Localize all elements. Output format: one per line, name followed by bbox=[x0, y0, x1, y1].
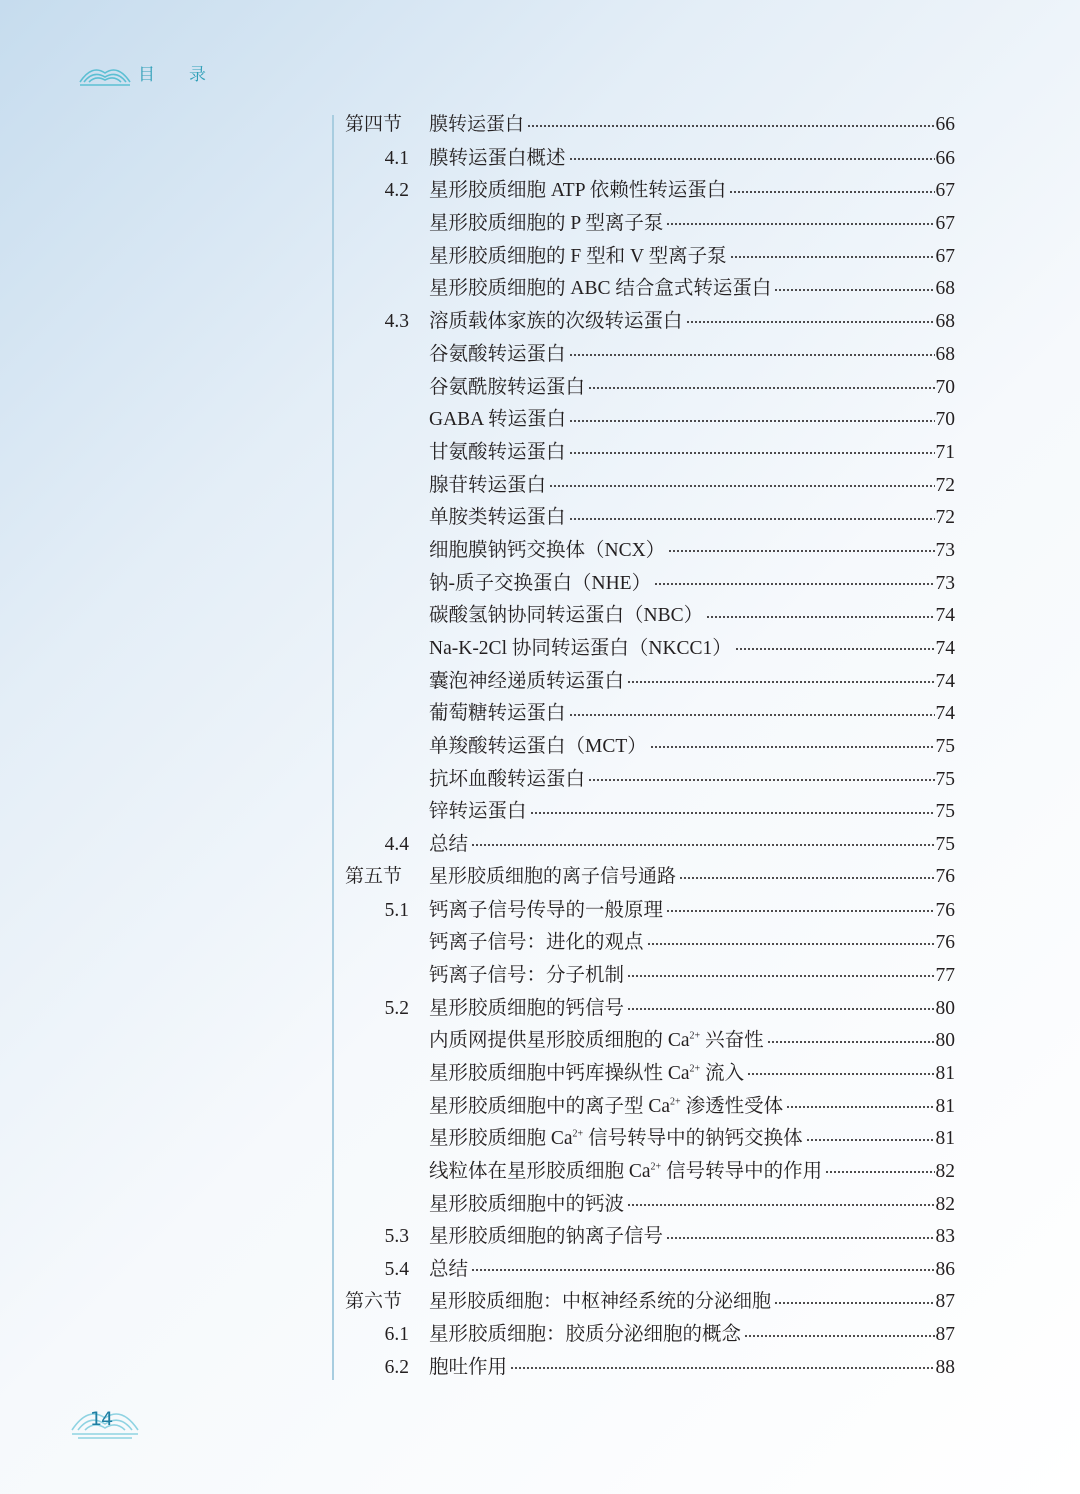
dot-leader bbox=[569, 714, 935, 716]
toc-entry-title-text: 星形胶质细胞的 F 型和 V 型离子泵 bbox=[429, 245, 727, 267]
dot-leader bbox=[569, 452, 935, 454]
dot-leader bbox=[471, 1269, 934, 1271]
toc-entry-page: 72 bbox=[935, 507, 955, 529]
toc-entry-page: 76 bbox=[935, 865, 955, 887]
toc-entry-title bbox=[429, 534, 665, 562]
toc-entry[interactable] bbox=[345, 992, 955, 1025]
toc-entry-title-text: 囊泡神经递质转运蛋白 bbox=[429, 670, 625, 692]
dot-leader bbox=[650, 746, 935, 748]
toc-entry-title-text: 星形胶质细胞的 P 型离子泵 bbox=[429, 213, 664, 235]
toc-entry[interactable] bbox=[345, 959, 955, 992]
toc-entry-title-text: 星形胶质细胞中的钙波 bbox=[429, 1193, 625, 1215]
toc-entry-title-text: 锌转运蛋白 bbox=[429, 801, 527, 823]
toc-entry[interactable] bbox=[345, 567, 955, 600]
toc-entry-page: 67 bbox=[935, 180, 955, 202]
toc-entry-title bbox=[429, 992, 624, 1020]
toc-entry[interactable] bbox=[345, 1090, 955, 1123]
toc-entry-number: 4.4 bbox=[384, 834, 409, 856]
superscript: 2+ bbox=[650, 1161, 662, 1173]
toc-entry[interactable] bbox=[345, 469, 955, 502]
toc-entry[interactable] bbox=[345, 207, 955, 240]
toc-entry-title-text: 腺苷转运蛋白 bbox=[429, 474, 547, 496]
dot-leader bbox=[527, 125, 934, 127]
toc-entry-page: 87 bbox=[935, 1324, 955, 1346]
toc-entry-title-text: Na-K-2Cl 协同转运蛋白（NKCC1） bbox=[429, 638, 732, 659]
toc-entry-title-text: 碳酸氢钠协同转运蛋白（NBC） bbox=[429, 605, 704, 627]
toc-entry-title bbox=[429, 142, 566, 170]
toc-entry-title bbox=[429, 207, 663, 235]
toc-entry-title bbox=[429, 109, 524, 136]
toc-entry-page: 86 bbox=[935, 1259, 955, 1281]
toc-entry-title bbox=[429, 403, 566, 431]
dot-leader bbox=[668, 550, 934, 552]
toc-entry-page: 81 bbox=[935, 1128, 955, 1150]
toc-entry-page: 74 bbox=[935, 605, 955, 627]
toc-entry-page: 74 bbox=[935, 670, 955, 692]
dot-leader bbox=[729, 191, 934, 193]
toc-entry-title-text: 星形胶质细胞的钙信号 bbox=[429, 997, 625, 1019]
toc-entry-title bbox=[429, 828, 468, 856]
dot-leader bbox=[530, 812, 935, 814]
toc-entry-title-text: 膜转运蛋白 bbox=[429, 113, 525, 135]
toc-entry-page: 71 bbox=[935, 441, 955, 463]
toc-entry-title-text: 谷氨酸转运蛋白 bbox=[429, 343, 566, 365]
toc-entry-title bbox=[429, 959, 624, 987]
dot-leader bbox=[627, 975, 934, 977]
dot-leader bbox=[806, 1139, 935, 1141]
toc-entry-title-text: 星形胶质细胞：中枢神经系统的分泌细胞 bbox=[429, 1289, 772, 1312]
toc-entry-title bbox=[429, 436, 566, 464]
toc-entry[interactable] bbox=[345, 338, 955, 371]
dot-leader bbox=[549, 485, 934, 487]
toc-entry-page: 74 bbox=[935, 703, 955, 725]
toc-entry[interactable] bbox=[345, 763, 955, 796]
toc-entry-page: 74 bbox=[935, 638, 955, 659]
toc-entry-page: 67 bbox=[935, 245, 955, 267]
toc-entry-title-text: 内质网提供星形胶质细胞的 Ca bbox=[429, 1030, 690, 1052]
toc-entry-page: 66 bbox=[935, 147, 955, 169]
toc-entry[interactable] bbox=[345, 861, 955, 894]
dot-leader bbox=[588, 387, 934, 389]
toc-entry-title-rest: 兴奋性 bbox=[700, 1030, 764, 1052]
toc-entry[interactable] bbox=[345, 894, 955, 927]
toc-entry[interactable] bbox=[345, 403, 955, 436]
toc-entry-title-text: 膜转运蛋白概述 bbox=[429, 147, 566, 169]
header-title: 目录 bbox=[138, 65, 240, 85]
toc-entry[interactable] bbox=[345, 142, 955, 175]
superscript: 2+ bbox=[572, 1128, 584, 1140]
toc-entry-number: 5.1 bbox=[384, 899, 409, 921]
toc-entry-page: 82 bbox=[935, 1161, 955, 1182]
toc-entry[interactable] bbox=[345, 926, 955, 959]
toc-entry[interactable] bbox=[345, 1253, 955, 1286]
toc-entry-title bbox=[429, 1318, 741, 1346]
toc-entry-title-text: 钙离子信号：分子机制 bbox=[429, 964, 625, 986]
toc-entry-title bbox=[429, 1188, 624, 1216]
dot-leader bbox=[627, 681, 934, 683]
toc-entry-page: 80 bbox=[935, 997, 955, 1019]
toc-entry[interactable] bbox=[345, 534, 955, 567]
toc-entry[interactable] bbox=[345, 174, 955, 207]
toc-entry-title-rest: 信号转导中的作用 bbox=[661, 1161, 823, 1182]
toc-entry[interactable] bbox=[345, 272, 955, 305]
toc-entry-title-text: 星形胶质细胞 ATP 依赖性转运蛋白 bbox=[429, 180, 727, 202]
toc-entry-page: 67 bbox=[935, 213, 955, 235]
toc-entry-title bbox=[429, 632, 732, 660]
toc-entry-number: 4.1 bbox=[384, 147, 409, 169]
toc-entry-page: 83 bbox=[935, 1226, 955, 1248]
toc-entry-page: 76 bbox=[935, 932, 955, 954]
toc-entry-title-text: 钠-质子交换蛋白（NHE） bbox=[429, 572, 652, 594]
toc-entry-number: 5.3 bbox=[384, 1226, 409, 1248]
toc-entry-title bbox=[429, 599, 703, 627]
toc-entry-title bbox=[429, 763, 585, 791]
toc-entry-title-text: 抗坏血酸转运蛋白 bbox=[429, 768, 586, 790]
toc-entry-title bbox=[429, 697, 566, 725]
page-number: 14 bbox=[90, 1408, 113, 1430]
toc-entry-title-text: 线粒体在星形胶质细胞 Ca bbox=[429, 1161, 651, 1182]
toc-entry-number: 5.4 bbox=[384, 1259, 409, 1281]
toc-entry[interactable] bbox=[345, 240, 955, 273]
dot-leader bbox=[666, 1237, 934, 1239]
toc-entry[interactable] bbox=[345, 1188, 955, 1221]
toc-entry[interactable] bbox=[345, 371, 955, 404]
toc-entry-title-text: 细胞膜钠钙交换体（NCX） bbox=[429, 539, 666, 561]
toc-entry-number: 4.3 bbox=[384, 311, 409, 333]
superscript: 2+ bbox=[689, 1030, 701, 1042]
dot-leader bbox=[744, 1335, 934, 1337]
toc-entry-title-text: 星形胶质细胞的离子信号通路 bbox=[429, 864, 677, 887]
dot-leader bbox=[569, 420, 934, 422]
superscript: 2+ bbox=[670, 1096, 681, 1108]
toc-entry-title-text: 星形胶质细胞中钙库操纵性 Ca bbox=[429, 1062, 690, 1084]
toc-entry[interactable] bbox=[345, 632, 955, 665]
toc-entry-page: 77 bbox=[935, 964, 955, 986]
toc-entry[interactable] bbox=[345, 436, 955, 469]
toc-entry-page: 80 bbox=[935, 1030, 955, 1052]
toc-entry-number: 4.2 bbox=[384, 180, 409, 202]
toc-entry-title bbox=[429, 926, 644, 954]
toc-entry-page: 75 bbox=[935, 768, 955, 790]
toc-entry-title-text: 总结 bbox=[429, 1259, 469, 1281]
toc-entry-title bbox=[429, 305, 683, 333]
toc-entry-title bbox=[429, 730, 647, 758]
toc-entry-title-rest: 信号转导中的钠钙交换体 bbox=[583, 1128, 803, 1150]
toc-entry[interactable] bbox=[345, 109, 955, 142]
toc-entry[interactable] bbox=[345, 1318, 955, 1351]
toc-entry-page: 75 bbox=[935, 834, 955, 856]
toc-entry-title bbox=[429, 894, 663, 922]
toc-entry-title bbox=[429, 240, 727, 268]
toc-entry[interactable] bbox=[345, 665, 955, 698]
superscript: 2+ bbox=[689, 1063, 701, 1075]
toc-entry-page: 70 bbox=[935, 376, 955, 398]
toc-entry-title bbox=[429, 469, 546, 497]
toc-entry-page: 72 bbox=[935, 474, 955, 496]
toc-entry-title bbox=[429, 861, 676, 888]
dot-leader bbox=[706, 616, 934, 618]
toc-entry[interactable] bbox=[345, 1057, 955, 1090]
toc-entry-title-text: 单羧酸转运蛋白（MCT） bbox=[429, 736, 647, 758]
table-of-contents bbox=[345, 109, 955, 1384]
toc-entry[interactable] bbox=[345, 1122, 955, 1155]
toc-entry[interactable] bbox=[345, 1351, 955, 1384]
toc-entry-title bbox=[429, 1122, 803, 1150]
dot-leader bbox=[510, 1367, 934, 1369]
page-header bbox=[78, 60, 240, 90]
toc-entry-title bbox=[429, 1286, 771, 1313]
toc-entry[interactable] bbox=[345, 697, 955, 730]
toc-entry-title-text: 甘氨酸转运蛋白 bbox=[429, 441, 566, 463]
toc-entry-title bbox=[429, 665, 624, 693]
toc-entry-title bbox=[429, 1090, 783, 1118]
toc-entry-title-text: 胞吐作用 bbox=[429, 1357, 508, 1379]
toc-entry-title bbox=[429, 1024, 764, 1052]
toc-entry-title-text: 星形胶质细胞的 ABC 结合盒式转运蛋白 bbox=[429, 278, 772, 300]
toc-entry[interactable] bbox=[345, 501, 955, 534]
toc-entry-title bbox=[429, 567, 651, 595]
dot-leader bbox=[471, 844, 934, 846]
toc-entry-title-rest: 渗透性受体 bbox=[680, 1095, 784, 1117]
toc-entry-page: 66 bbox=[935, 114, 955, 135]
dot-leader bbox=[666, 223, 934, 225]
toc-entry[interactable] bbox=[345, 305, 955, 338]
toc-entry-page: 70 bbox=[935, 409, 955, 431]
toc-entry-page: 87 bbox=[935, 1290, 955, 1312]
dot-leader bbox=[627, 1204, 934, 1206]
toc-entry-page: 76 bbox=[935, 899, 955, 921]
toc-entry-title-rest: 流入 bbox=[700, 1062, 745, 1084]
toc-entry-title-text: 谷氨酰胺转运蛋白 bbox=[429, 376, 586, 398]
dot-leader bbox=[569, 354, 935, 356]
dot-leader bbox=[786, 1106, 934, 1108]
toc-entry-number: 6.2 bbox=[384, 1357, 409, 1379]
vertical-divider bbox=[332, 115, 334, 1380]
toc-entry-title bbox=[429, 1155, 822, 1183]
dot-leader bbox=[654, 583, 934, 585]
toc-entry-number: 第五节 bbox=[345, 864, 403, 887]
dot-leader bbox=[774, 289, 934, 291]
toc-entry-title-text: 葡萄糖转运蛋白 bbox=[429, 703, 566, 725]
dot-leader bbox=[588, 779, 934, 781]
dot-leader bbox=[825, 1171, 934, 1173]
toc-entry-title-text: GABA 转运蛋白 bbox=[429, 409, 567, 431]
dot-leader bbox=[569, 158, 935, 160]
dot-leader bbox=[767, 1041, 935, 1043]
toc-entry-number: 第四节 bbox=[345, 113, 403, 135]
dot-leader bbox=[686, 321, 935, 323]
toc-entry-page: 68 bbox=[935, 278, 955, 300]
toc-entry-title bbox=[429, 338, 566, 366]
toc-entry[interactable] bbox=[345, 1220, 955, 1253]
dot-leader bbox=[735, 648, 935, 650]
toc-entry[interactable] bbox=[345, 1286, 955, 1319]
toc-entry-title bbox=[429, 1220, 663, 1248]
toc-entry-title-text: 星形胶质细胞：胶质分泌细胞的概念 bbox=[429, 1324, 742, 1346]
toc-entry[interactable] bbox=[345, 599, 955, 632]
dot-leader bbox=[774, 1302, 934, 1304]
dot-leader bbox=[569, 518, 935, 520]
toc-entry[interactable] bbox=[345, 1024, 955, 1057]
toc-entry-title bbox=[429, 1253, 468, 1281]
toc-entry-title-text: 单胺类转运蛋白 bbox=[429, 507, 566, 529]
toc-entry-page: 68 bbox=[935, 343, 955, 365]
toc-entry-number: 6.1 bbox=[384, 1324, 409, 1346]
dot-leader bbox=[666, 910, 934, 912]
toc-entry[interactable] bbox=[345, 795, 955, 828]
toc-entry-page: 75 bbox=[935, 801, 955, 823]
toc-entry-title-text: 溶质载体家族的次级转运蛋白 bbox=[429, 311, 683, 333]
toc-entry-title-text: 钙离子信号传导的一般原理 bbox=[429, 899, 664, 921]
toc-entry-page: 81 bbox=[935, 1095, 955, 1117]
toc-entry-page: 73 bbox=[935, 539, 955, 561]
toc-entry-page: 81 bbox=[935, 1062, 955, 1084]
wave-icon bbox=[78, 62, 132, 88]
toc-entry-title-text: 星形胶质细胞 Ca bbox=[429, 1128, 573, 1150]
toc-entry-number: 第六节 bbox=[345, 1289, 403, 1312]
toc-entry-page: 88 bbox=[935, 1357, 955, 1379]
toc-entry-page: 75 bbox=[935, 736, 955, 758]
toc-entry-title-text: 星形胶质细胞的钠离子信号 bbox=[429, 1226, 664, 1248]
dot-leader bbox=[747, 1073, 934, 1075]
dot-leader bbox=[647, 943, 935, 945]
toc-entry[interactable] bbox=[345, 730, 955, 763]
toc-entry-title-text: 总结 bbox=[429, 834, 469, 856]
toc-entry-page: 73 bbox=[935, 572, 955, 594]
dot-leader bbox=[730, 256, 935, 258]
toc-entry-page: 82 bbox=[935, 1193, 955, 1215]
toc-entry-title bbox=[429, 174, 726, 202]
toc-entry-title bbox=[429, 1351, 507, 1379]
dot-leader bbox=[679, 877, 934, 879]
toc-entry-title bbox=[429, 795, 527, 823]
toc-entry-number: 5.2 bbox=[384, 997, 409, 1019]
toc-entry-title bbox=[429, 371, 585, 399]
toc-entry-title-text: 星形胶质细胞中的离子型 Ca bbox=[429, 1095, 671, 1117]
toc-entry-title bbox=[429, 1057, 744, 1085]
toc-entry-title bbox=[429, 272, 771, 300]
toc-entry-title bbox=[429, 501, 566, 529]
toc-entry-page: 68 bbox=[935, 311, 955, 333]
toc-entry[interactable] bbox=[345, 828, 955, 861]
toc-entry[interactable] bbox=[345, 1155, 955, 1188]
dot-leader bbox=[627, 1008, 934, 1010]
toc-entry-title-text: 钙离子信号：进化的观点 bbox=[429, 932, 644, 954]
